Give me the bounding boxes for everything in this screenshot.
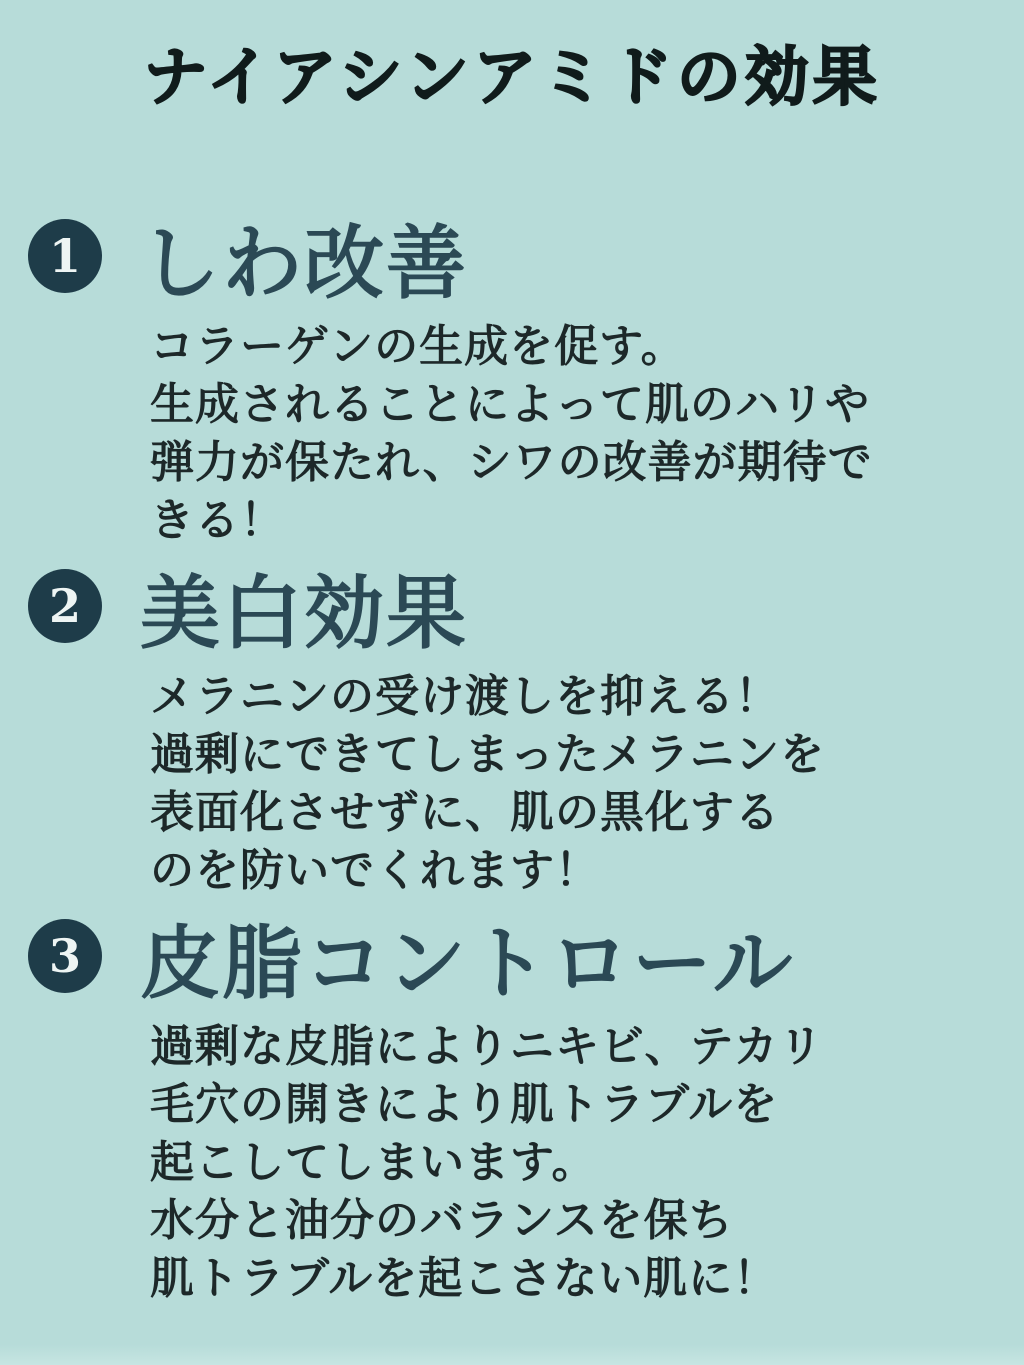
body-line: 起こしてしまいます。 [150,1137,597,1188]
section-3-heading-row [28,908,1024,1010]
body-line: のを防いでくれます！ [150,845,600,896]
body-line: メラニンの受け渡しを抑える！ [150,671,780,722]
body-line: 表面化させずに、肌の黒化する [150,787,780,838]
section-sebum-control [0,908,1024,1308]
section-2-heading-row [28,558,1024,660]
body-line: 生成されることによって肌のハリや [150,379,870,430]
section-wrinkle-improvement [0,208,1024,550]
section-1-heading: しわ改善 [140,215,468,310]
section-2-body [150,668,984,900]
body-line: 過剰にできてしまったメラニンを [150,729,825,780]
page-title: ナイアシンアミドの効果 [143,41,881,115]
section-3-body [150,1018,984,1308]
section-3-heading: 皮脂コントロール [140,915,795,1010]
section-2-heading: 美白効果 [140,565,468,660]
number-2-badge: 2 [28,569,102,643]
section-1-heading-row [28,208,1024,310]
body-line: きる！ [150,495,285,546]
number-3-badge: 3 [28,919,102,993]
section-whitening-effect [0,558,1024,900]
number-1-badge: 1 [28,219,102,293]
body-line: 過剰な皮脂によりニキビ、テカリ [150,1021,824,1072]
body-line: コラーゲンの生成を促す。 [150,321,686,372]
body-line: 弾力が保たれ、シワの改善が期待で [150,437,873,488]
body-line: 水分と油分のバランスを保ち [150,1195,734,1246]
section-1-body [150,318,984,550]
body-line: 肌トラブルを起こさない肌に！ [150,1253,779,1304]
body-line: 毛穴の開きにより肌トラブルを [150,1079,779,1130]
